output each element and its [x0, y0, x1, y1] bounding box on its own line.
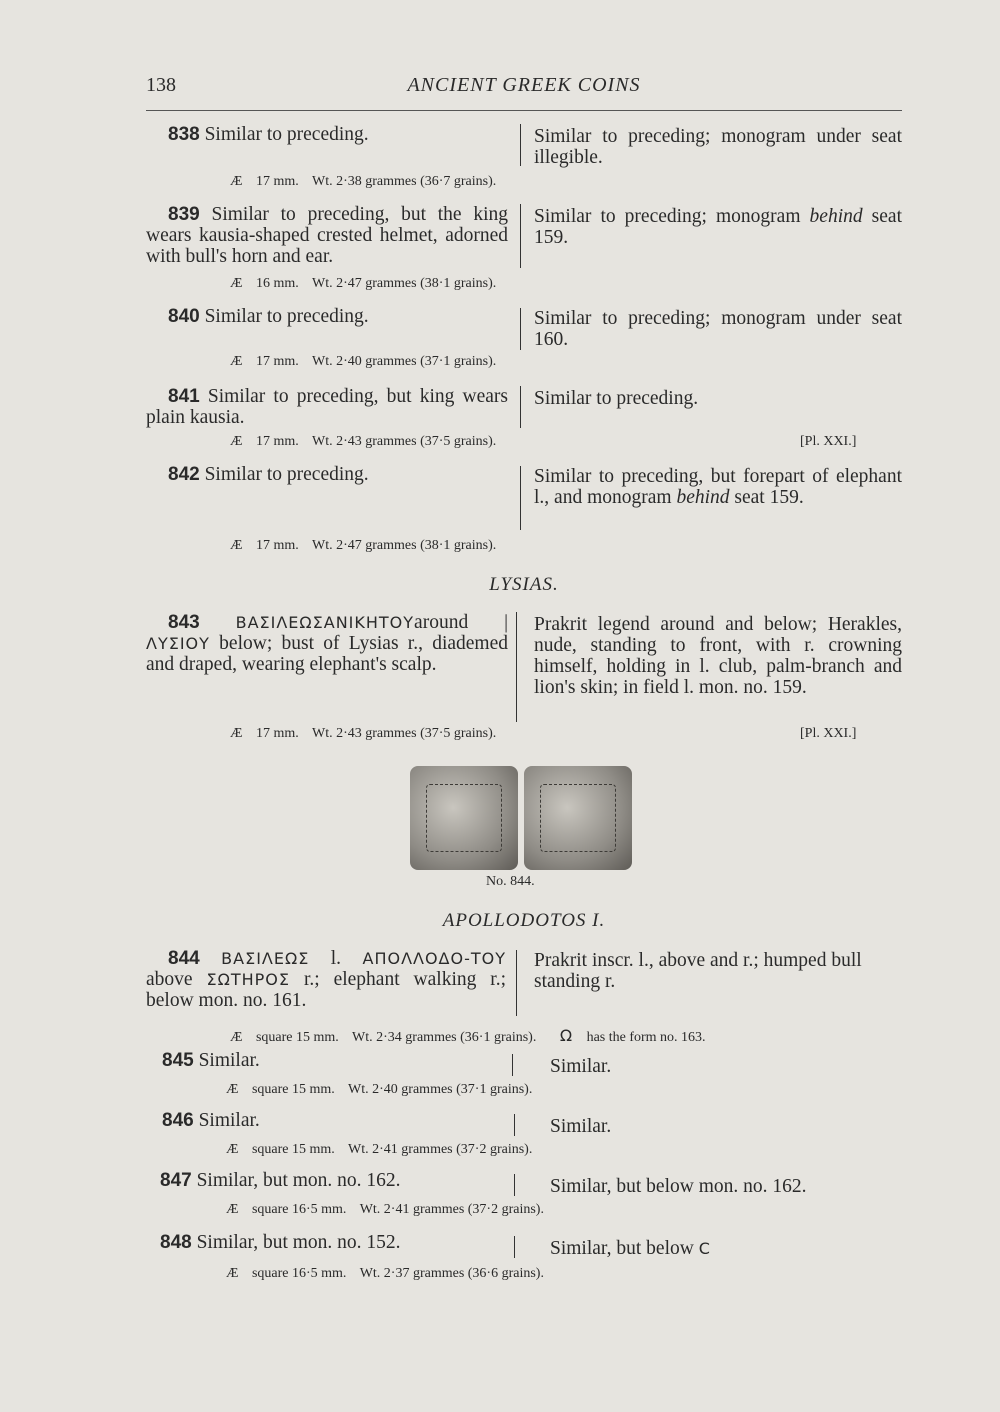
legend-bar: | [504, 612, 509, 633]
obverse-text [146, 948, 506, 1011]
coin-metadata [230, 726, 506, 742]
column-divider [514, 1236, 515, 1258]
reverse-description-end: seat 159. [534, 206, 902, 248]
entry-number: 848 [160, 1232, 192, 1253]
obverse-description: Similar to preceding. [204, 124, 369, 145]
omega-note-text: has the form no. 163. [586, 1030, 706, 1045]
reverse-text: Similar to preceding; monogram under seat 160. [534, 308, 902, 350]
entry-number: 838 [168, 124, 200, 145]
obverse-description: Similar to preceding, but the king wears kausia-shaped crested helmet, adorned with bull's horn and ear. [146, 204, 508, 267]
greek-legend: ΒΑΣΙΛΕΩΣΑΝΙΚΗΤΟΥ [235, 613, 415, 632]
coin-metadata [230, 354, 506, 370]
coin-weight: Wt. 2·47 grammes (38·1 grains). [311, 276, 497, 291]
metal-mark: Æ [226, 1142, 239, 1157]
obverse-description: Similar. [198, 1110, 260, 1131]
coin-obverse-image [410, 766, 518, 870]
reverse-italic: behind [676, 487, 730, 508]
coin-metadata [230, 538, 506, 554]
reverse-text [514, 466, 902, 508]
reverse-description: Similar to preceding; monogram [534, 206, 801, 227]
entry-number: 847 [160, 1170, 192, 1191]
coin-metadata [226, 1202, 554, 1218]
coin-size: 17 mm. [255, 354, 299, 369]
obverse-description: Similar, but mon. no. 152. [196, 1232, 401, 1253]
omega-note [559, 1026, 716, 1045]
section-heading-lysias: LYSIAS. [489, 574, 559, 595]
coin-weight: Wt. 2·34 grammes (36·1 grains). [352, 1030, 537, 1045]
entry-number: 844 [168, 948, 200, 969]
coin-size: 17 mm. [255, 726, 299, 741]
coin-metadata [230, 276, 506, 292]
entry-number: 845 [162, 1050, 194, 1071]
obverse-text [168, 306, 508, 327]
greek-letter-c: C [698, 1239, 711, 1258]
reverse-text: Similar to preceding; monogram under seat illegible. [534, 126, 902, 168]
entry-number: 840 [168, 306, 200, 327]
coin-size: 17 mm. [255, 434, 299, 449]
elephant-image [426, 784, 502, 852]
reverse-text: Similar, but below mon. no. 162. [550, 1176, 807, 1197]
plate-reference: [Pl. XXI.] [800, 726, 857, 741]
obverse-description: Similar to preceding. [204, 306, 369, 327]
metal-mark: Æ [226, 1266, 239, 1281]
coin-weight: Wt. 2·43 grammes (37·5 grains). [311, 726, 497, 741]
reverse-text: Similar to preceding. [534, 388, 699, 409]
coin-weight: Wt. 2·37 grammes (36·6 grains). [359, 1266, 544, 1281]
bull-image [540, 784, 616, 852]
reverse-text [514, 206, 902, 248]
obverse-text [160, 1170, 504, 1191]
coin-size: square 16·5 mm. [251, 1266, 347, 1281]
entry-number: 842 [168, 464, 200, 485]
coin-metadata [226, 1266, 554, 1282]
running-title: ANCIENT GREEK COINS [407, 74, 641, 96]
reverse-text: Similar. [550, 1056, 612, 1077]
obverse-description: around [414, 612, 469, 633]
reverse-text: Prakrit legend around and below; Herakles, nude, standing to front, with r. crowning himself, holding in l. club, palm-branch and lion's skin; in field l. mon. no. 159. [534, 614, 902, 698]
coin-metadata [230, 434, 506, 450]
obverse-description: r.; elephant walking r.; below mon. no. 161. [146, 969, 507, 1011]
entry-number: 843 [168, 612, 200, 633]
column-divider [514, 1174, 515, 1196]
coin-metadata [226, 1142, 542, 1158]
coin-weight: Wt. 2·38 grammes (36·7 grains). [311, 174, 497, 189]
obverse-text [146, 612, 508, 675]
obverse-text [146, 204, 508, 267]
metal-mark: Æ [230, 434, 243, 449]
coin-size: 17 mm. [255, 174, 299, 189]
coin-weight: Wt. 2·47 grammes (38·1 grains). [311, 538, 497, 553]
obverse-description: Similar. [198, 1050, 260, 1071]
obverse-text [162, 1050, 502, 1071]
obverse-text [168, 464, 508, 485]
reverse-text: Prakrit inscr. l., above and r.; humped bull standing r. [534, 950, 862, 992]
greek-legend-apollodotou: ΑΠΟΛΛΟΔΟ-ΤΟΥ [362, 949, 507, 968]
coin-size: 17 mm. [255, 538, 299, 553]
metal-mark: Æ [230, 726, 243, 741]
reverse-text: Similar. [550, 1116, 612, 1137]
omega-glyph: Ω [559, 1026, 574, 1045]
reverse-description: Similar to preceding, but forepart of elephant l., and monogram [534, 466, 902, 508]
coin-size: square 15 mm. [255, 1030, 339, 1045]
coin-metadata [230, 1026, 726, 1046]
metal-mark: Æ [226, 1202, 239, 1217]
coin-metadata [230, 174, 506, 190]
metal-mark: Æ [230, 354, 243, 369]
reverse-text [530, 1238, 711, 1259]
coin-weight: Wt. 2·41 grammes (37·2 grains). [348, 1142, 533, 1157]
reverse-description-end: seat 159. [734, 487, 804, 508]
metal-mark: Æ [230, 276, 243, 291]
metal-mark: Æ [230, 1030, 243, 1045]
plate-reference: [Pl. XXI.] [800, 434, 857, 449]
running-head [146, 74, 902, 104]
greek-legend-soteros: ΣΩΤΗΡΟΣ [206, 970, 290, 989]
coin-weight: Wt. 2·41 grammes (37·2 grains). [359, 1202, 544, 1217]
page-number: 138 [146, 74, 176, 96]
entry-number: 839 [168, 204, 200, 225]
coin-size: square 15 mm. [251, 1142, 335, 1157]
metal-mark: Æ [230, 538, 243, 553]
greek-legend-basileos: ΒΑΣΙΛΕΩΣ [221, 949, 310, 968]
obverse-description: Similar, but mon. no. 162. [196, 1170, 401, 1191]
coin-weight: Wt. 2·43 grammes (37·5 grains). [311, 434, 497, 449]
reverse-description: Similar, but below [550, 1238, 694, 1259]
reverse-italic: behind [809, 206, 863, 227]
figure-caption: No. 844. [486, 874, 535, 889]
coin-weight: Wt. 2·40 grammes (37·1 grains). [311, 354, 497, 369]
entry-number: 846 [162, 1110, 194, 1131]
coin-metadata [226, 1082, 542, 1098]
legend-position: l. [330, 948, 342, 969]
column-divider [512, 1054, 513, 1076]
entry-number: 841 [168, 386, 200, 407]
obverse-text [146, 386, 508, 428]
header-rule [146, 110, 902, 111]
legend-position-above: above [146, 969, 193, 990]
coin-weight: Wt. 2·40 grammes (37·1 grains). [348, 1082, 533, 1097]
coin-size: square 15 mm. [251, 1082, 335, 1097]
metal-mark: Æ [226, 1082, 239, 1097]
obverse-text [162, 1110, 502, 1131]
greek-legend-name: ΛΥΣΙΟΥ [146, 634, 210, 653]
coin-figure [400, 766, 630, 876]
coin-size: 16 mm. [255, 276, 299, 291]
metal-mark: Æ [230, 174, 243, 189]
obverse-description: Similar to preceding, but king wears plain kausia. [146, 386, 508, 428]
obverse-text [168, 124, 508, 145]
coin-reverse-image [524, 766, 632, 870]
obverse-description: Similar to preceding. [204, 464, 369, 485]
coin-size: square 16·5 mm. [251, 1202, 347, 1217]
obverse-description-cont: below; bust of Lysias r., diademed and draped, wearing elephant's scalp. [146, 633, 508, 675]
obverse-text [160, 1232, 504, 1253]
section-heading-apollodotos: APOLLODOTOS I. [442, 910, 606, 931]
column-divider [514, 1114, 515, 1136]
